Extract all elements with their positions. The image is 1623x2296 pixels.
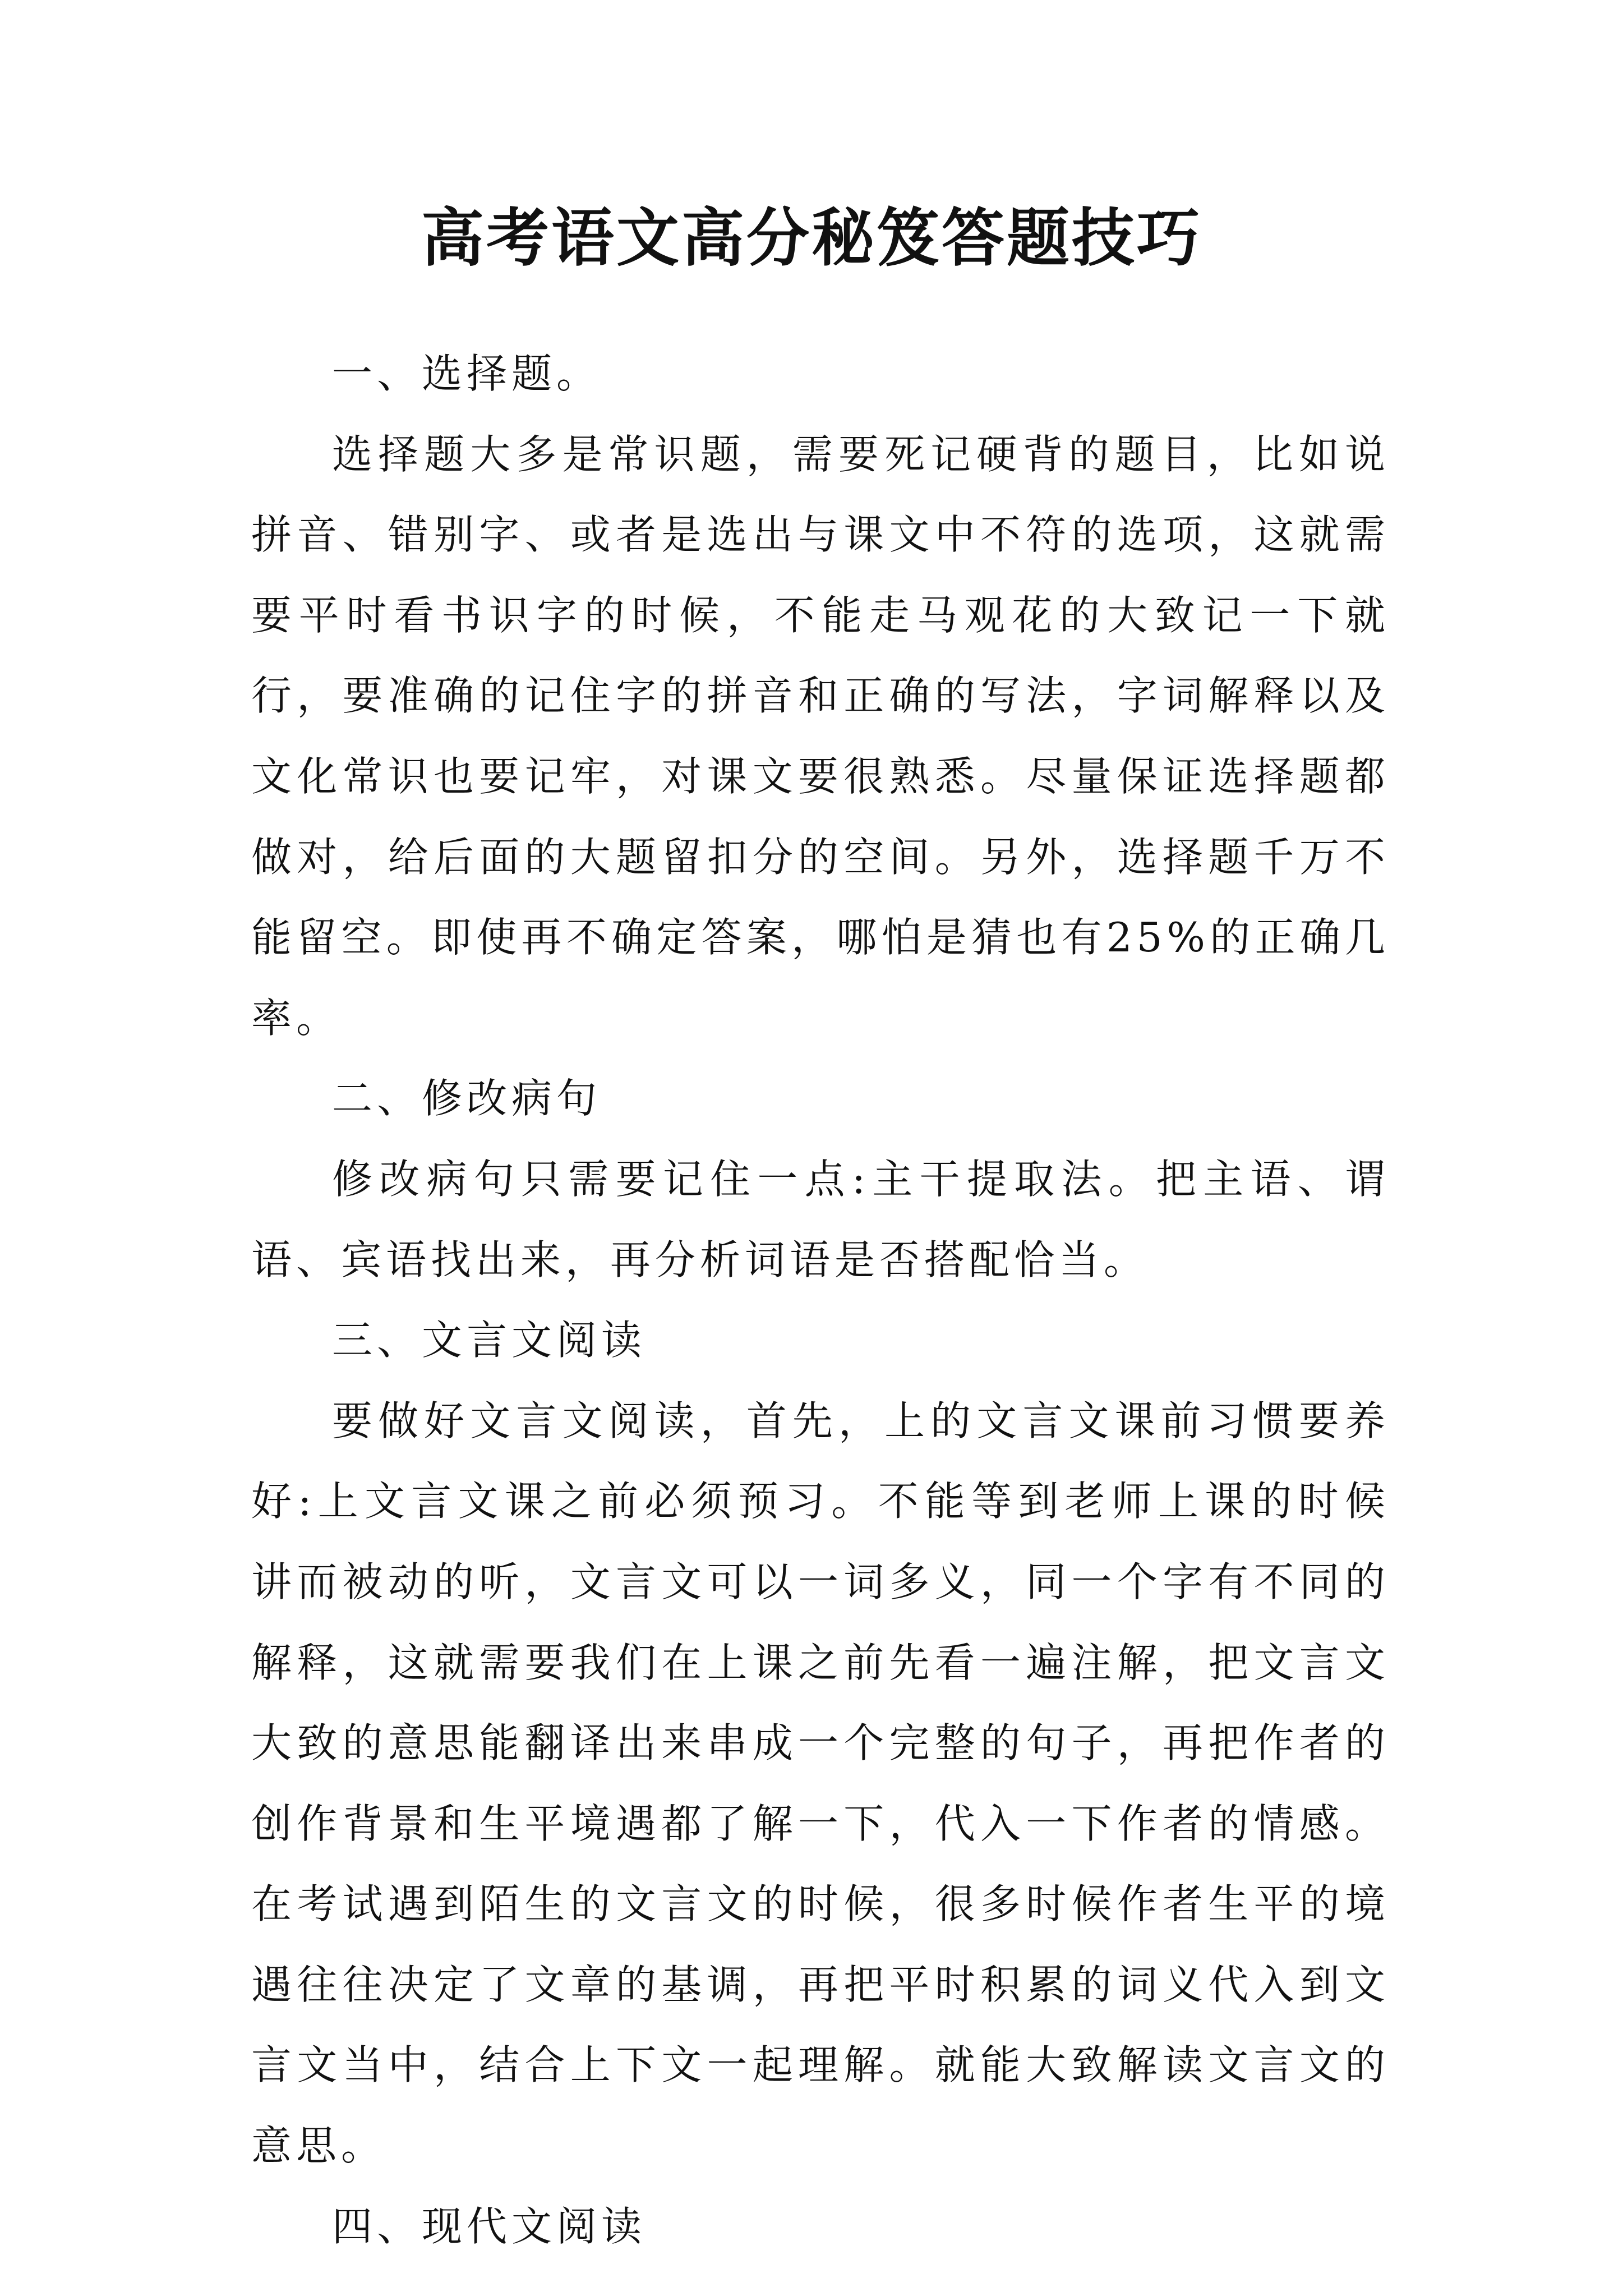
document-body xyxy=(251,334,1390,2267)
paragraph-sentence-correction: 修改病句只需要记住一点:主干提取法。把主语、谓语、宾语找出来，再分析词语是否搭配恰当。 xyxy=(251,1155,1390,1283)
paragraph-classical-reading: 要做好文言文阅读，首先，上的文言文课前习惯要养好:上文言文课之前必须预习。不能等到老师上课的时候讲而被动的听，文言文可以一词多义，同一个字有不同的解释，这就需要我们在上课之前先看一遍注解，把文言文大致的意思能翻译出来串成一个完整的句子，再把作者的创作背景和生平境遇都了解一下，代入一下作者的情感。在考试遇到陌生的文言文的时候，很多时候作者生平的境遇往往决定了文章的基调，再把平时积累的词义代入到文言文当中，结合上下文一起理解。就能大致解读文言文的意思。 xyxy=(251,1397,1390,2170)
section-heading-modern-reading: 四、现代文阅读 xyxy=(332,2202,647,2250)
document-title: 高考语文高分秘笈答题技巧 xyxy=(421,201,1202,275)
section-heading-classical-reading: 三、文言文阅读 xyxy=(332,1317,647,1364)
section-heading-sentence-correction: 二、修改病句 xyxy=(332,1075,602,1122)
paragraph-choice: 选择题大多是常识题，需要死记硬背的题目，比如说拼音、错别字、或者是选出与课文中不符的选项，这就需要平时看书识字的时候，不能走马观花的大致记一下就行，要准确的记住字的拼音和正确的写法，字词解释以及文化常识也要记牢，对课文要很熟悉。尽量保证选择题都做对，给后面的大题留扣分的空间。另外，选择题千万不能留空。即使再不确定答案，哪怕是猜也有25%的正确几率。 xyxy=(251,430,1390,1042)
section-heading-choice: 一、选择题。 xyxy=(332,350,602,397)
